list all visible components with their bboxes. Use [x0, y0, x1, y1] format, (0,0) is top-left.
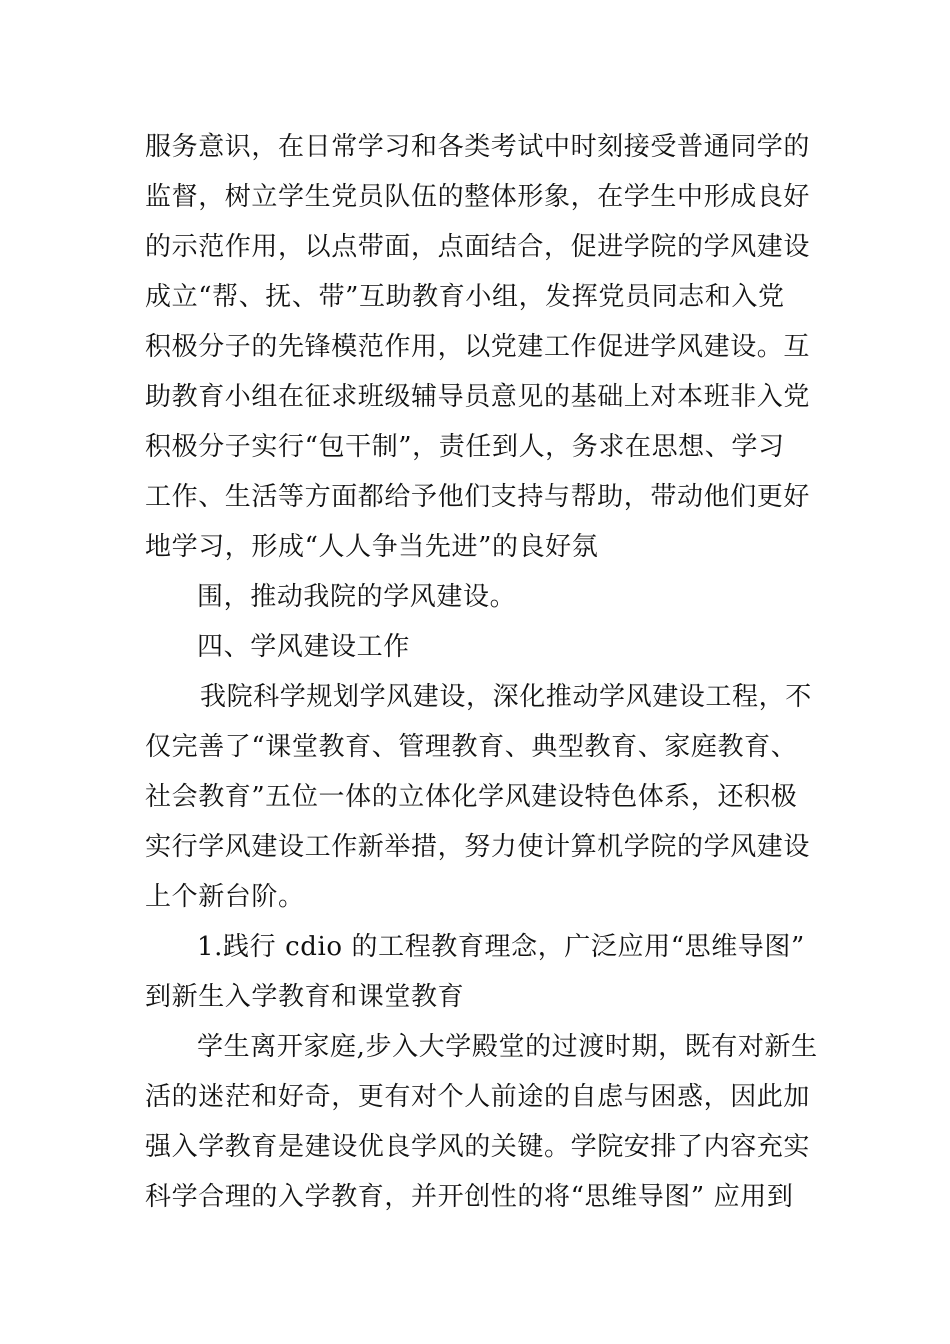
text-line: 活的迷茫和好奇，更有对个人前途的自虑与困惑，因此加 — [145, 1082, 811, 1112]
text-line: 工作、生活等方面都给予他们支持与帮助，带动他们更好 — [145, 482, 811, 512]
text-line: 助教育小组在征求班级辅导员意见的基础上对本班非入党 — [145, 382, 811, 412]
text-line: 的示范作用，以点带面，点面结合，促进学院的学风建设 — [145, 232, 811, 262]
text-line: 到新生入学教育和课堂教育 — [145, 982, 465, 1012]
text-line: 上个新台阶。 — [145, 882, 305, 912]
text-line: 成立“帮、抚、带”互助教育小组，发挥党员同志和入党 — [145, 282, 785, 312]
text-line: 我院科学规划学风建设，深化推动学风建设工程，不 — [200, 682, 812, 712]
text-line: 科学合理的入学教育，并开创性的将“思维导图” 应用到 — [145, 1182, 794, 1212]
text-line: 监督，树立学生党员队伍的整体形象，在学生中形成良好 — [145, 182, 811, 212]
section-heading: 四、学风建设工作 — [197, 632, 410, 662]
subsection-heading: 1.践行 cdio 的工程教育理念，广泛应用“思维导图” — [197, 932, 805, 962]
text-line: 积极分子实行“包干制”，责任到人，务求在思想、学习 — [145, 432, 785, 462]
text-line: 社会教育”五位一体的立体化学风建设特色体系，还积极 — [145, 782, 798, 812]
text-line: 围，推动我院的学风建设。 — [197, 582, 517, 612]
text-line: 实行学风建设工作新举措，努力使计算机学院的学风建设 — [145, 832, 811, 862]
text-line: 强入学教育是建设优良学风的关键。学院安排了内容充实 — [145, 1132, 811, 1162]
text-line: 学生离开家庭,步入大学殿堂的过渡时期，既有对新生 — [197, 1032, 818, 1062]
text-line: 服务意识，在日常学习和各类考试中时刻接受普通同学的 — [145, 132, 811, 162]
text-line: 积极分子的先锋模范作用，以党建工作促进学风建设。互 — [145, 332, 811, 362]
text-line: 地学习，形成“人人争当先进”的良好氛 — [145, 532, 599, 562]
text-line: 仅完善了“课堂教育、管理教育、典型教育、家庭教育、 — [145, 732, 798, 762]
